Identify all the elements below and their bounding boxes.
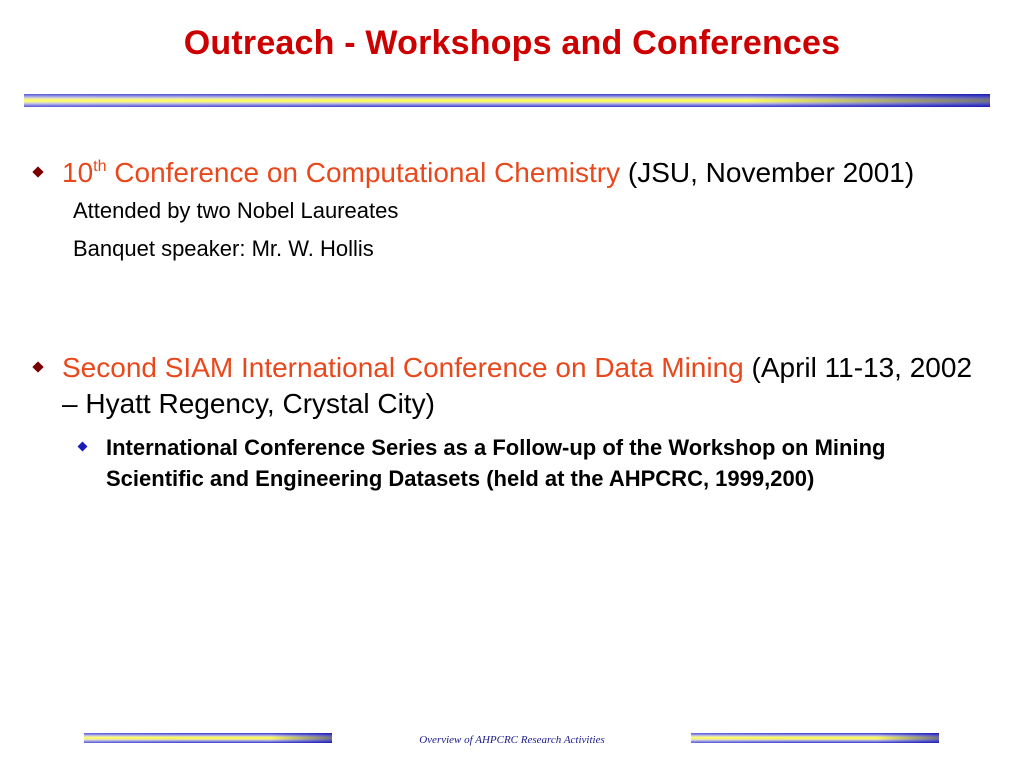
conference-detail: (April 11-13, 2002 – Hyatt Regency, Crystal City) [62,352,973,419]
conference-title: Conference on Computational Chemistry [106,157,621,188]
ordinal-number: 10 [62,157,94,188]
sub-bullet-text: International Conference Series as a Follow-up of the Workshop on Mining Scientific and Engineering Datasets (held at the AHPCRC, 1999,200) [106,435,886,491]
footer-rule-right [691,733,939,743]
bullet-item-1 [32,155,992,268]
conference-title: Second SIAM International Conference on Data Mining [62,352,744,383]
sub-bullet-item [76,432,976,494]
diamond-bullet-icon [32,166,43,177]
conference-detail: (JSU, November 2001) [620,157,915,188]
bullet-item-2 [32,350,992,494]
sub-list [32,192,992,268]
slide-title: Outreach - Workshops and Conferences [183,24,841,62]
diamond-bullet-icon [32,361,43,372]
footer-text: Overview of AHPCRC Research Activities [419,734,605,746]
bullet-item-1-main [32,155,992,191]
ordinal-suffix: th [93,158,107,175]
sub-item: Banquet speaker: Mr. W. Hollis [73,236,374,261]
conference-name [62,157,620,188]
diamond-bullet-icon [78,442,88,452]
bullet-item-2-main [32,350,992,422]
title-underline-rule [24,94,990,107]
sub-item: Attended by two Nobel Laureates [73,198,399,223]
